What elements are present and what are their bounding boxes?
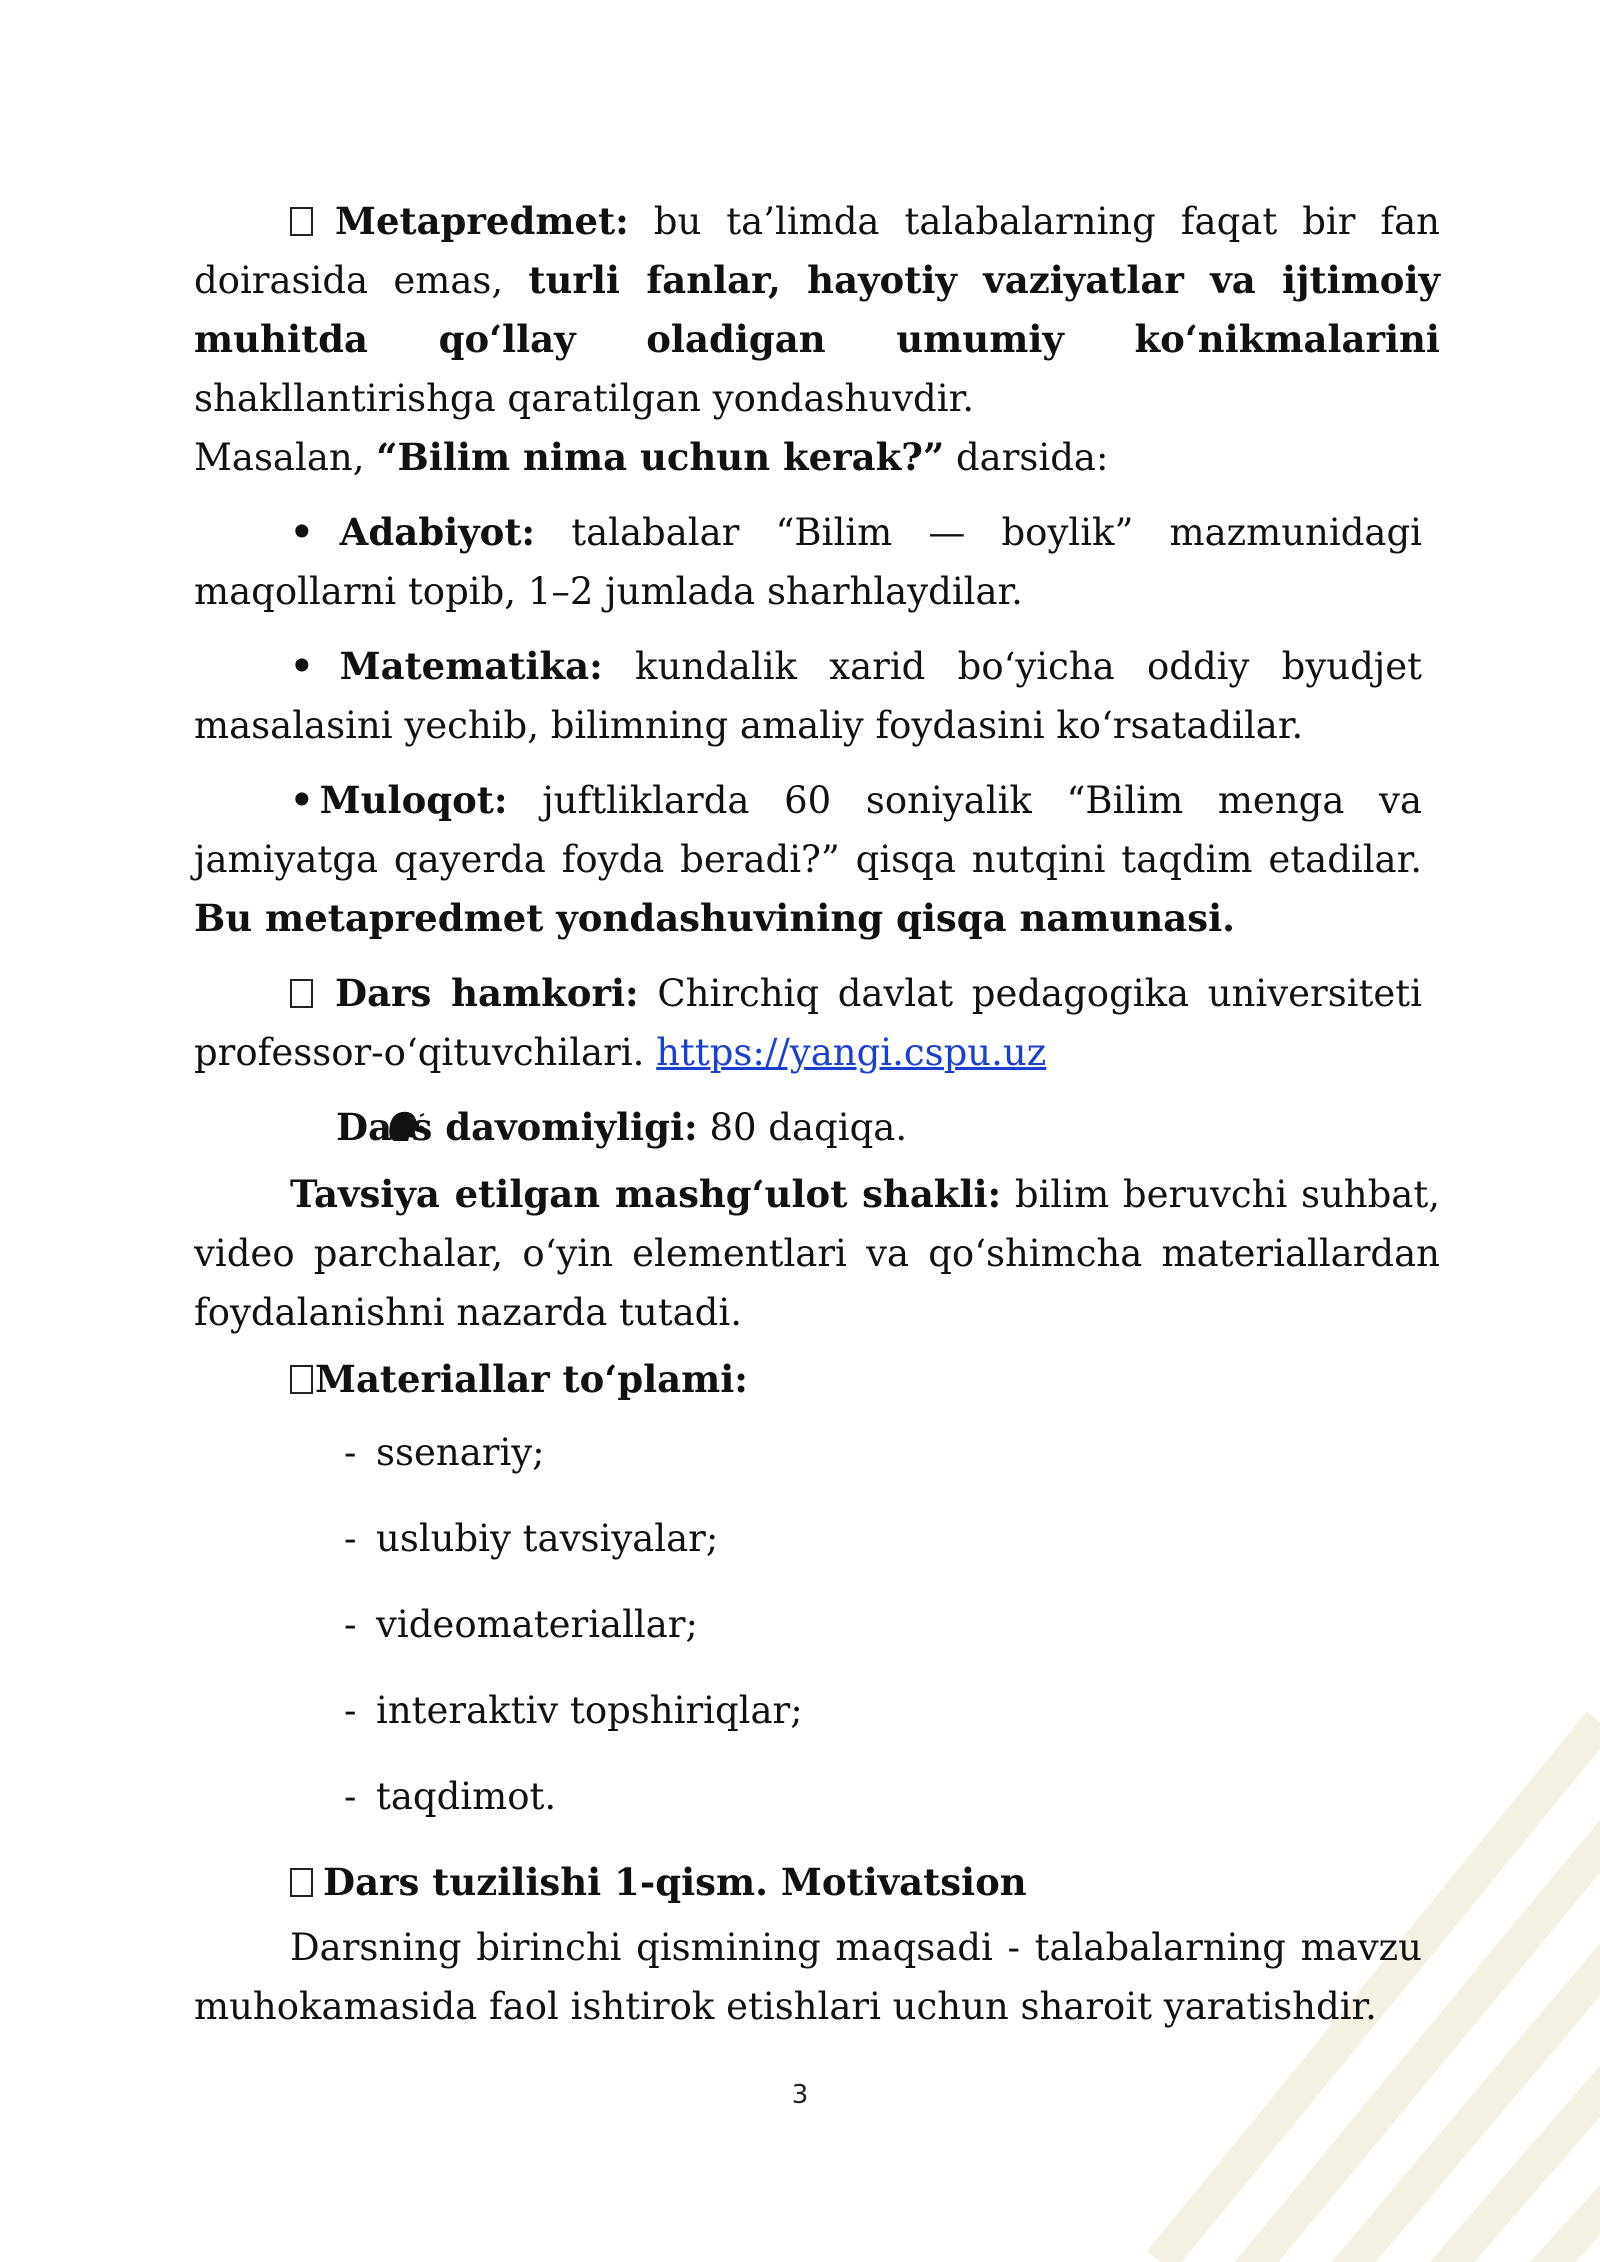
bullet-marker: • xyxy=(290,510,314,554)
davomiylik-text: 80 daqiqa. xyxy=(697,1106,908,1149)
davomiylik-line xyxy=(194,1098,1440,1157)
metapredmet-text: bu ta’limda talabalarning faqat bir fan doirasida emas, xyxy=(194,200,1440,302)
lesson-title: “Bilim nima uchun kerak?” xyxy=(376,435,945,479)
masalan-line xyxy=(194,428,1440,487)
maqsad-text: Darsning birinchi qismining maqsadi - talabalarning mavzu muhokamasida faol ishtirok etishlari uchun sharoit yaratishdir. xyxy=(194,1926,1422,2028)
list-item-text: videomateriallar; xyxy=(376,1603,698,1646)
bullet-text: juftliklarda 60 soniyalik “Bilim menga va jamiyatga qayerda foyda beradi?” qisqa nutqini taqdim etadilar. xyxy=(194,779,1422,881)
list-dash: - xyxy=(344,1775,357,1818)
metapredmet-paragraph xyxy=(194,192,1440,428)
bullet-muloqot xyxy=(194,771,1440,948)
materiallar-heading xyxy=(194,1350,1440,1409)
list-item-text: ssenariy; xyxy=(376,1431,545,1474)
tavsiya-text: bilim beruvchi suhbat, video parchalar, o‘yin elementlari va qo‘shimcha materiallardan foydalanishni nazarda tutadi. xyxy=(194,1173,1440,1334)
missing-glyph-icon xyxy=(290,1365,313,1394)
list-dash: - xyxy=(344,1517,357,1560)
page-content xyxy=(194,192,1440,2036)
masalan-text: Masalan, xyxy=(194,436,377,479)
missing-glyph-icon xyxy=(290,979,313,1008)
list-item xyxy=(344,1423,1440,1509)
tavsiya-paragraph xyxy=(194,1165,1440,1342)
list-dash: - xyxy=(344,1603,357,1646)
bullet-label: Matematika: xyxy=(339,644,603,688)
missing-glyph-icon xyxy=(290,207,313,236)
tuzilish-label: Dars tuzilishi 1-qism. Motivatsion xyxy=(323,1860,1027,1904)
metapredmet-bold-text: turli fanlar, hayotiy vaziyatlar va ijtimoiy muhitda qo‘llay oladigan umumiy ko‘nikmalarini xyxy=(194,258,1441,361)
materials-list xyxy=(344,1423,1440,1853)
list-item-text: uslubiy tavsiyalar; xyxy=(376,1517,719,1560)
bullet-matematika xyxy=(194,637,1440,755)
metapredmet-label: Metapredmet: xyxy=(335,199,629,243)
bullet-marker: • xyxy=(290,778,314,822)
list-item xyxy=(344,1509,1440,1595)
list-dash: - xyxy=(344,1689,357,1732)
masalan-text-end: darsida: xyxy=(944,436,1109,479)
list-item-text: taqdimot. xyxy=(376,1775,557,1818)
metapredmet-text-end: shakllantirishga qaratilgan yondashuvdir. xyxy=(194,377,974,420)
bullet-bold-tail: Bu metapredmet yondashuvining qisqa namunasi. xyxy=(194,896,1236,940)
hamkor-text: Chirchiq davlat pedagogika universiteti professor-o‘qituvchilari. xyxy=(194,972,1422,1074)
hamkor-paragraph xyxy=(194,964,1440,1082)
davomiylik-label: Dars davomiyligi: xyxy=(336,1105,698,1149)
tuzilish-heading xyxy=(194,1853,1440,1912)
university-link[interactable]: https://yangi.cspu.uz xyxy=(656,1031,1047,1074)
maqsad-paragraph xyxy=(194,1918,1440,2036)
page-number: 3 xyxy=(791,2080,809,2110)
bullet-text: talabalar “Bilim — boylik” mazmunidagi maqollarni topib, 1–2 jumlada sharhlaydilar. xyxy=(194,511,1422,613)
tavsiya-label: Tavsiya etilgan mashg‘ulot shakli: xyxy=(290,1172,1002,1216)
bullet-text: kundalik xarid bo‘yicha oddiy byudjet masalasini yechib, bilimning amaliy foydasini ko‘rsatadilar. xyxy=(194,645,1422,747)
list-item xyxy=(344,1681,1440,1767)
list-item xyxy=(344,1767,1440,1853)
list-item-text: interaktiv topshiriqlar; xyxy=(376,1689,803,1732)
list-dash: - xyxy=(344,1431,357,1474)
list-item xyxy=(344,1595,1440,1681)
hamkor-label: Dars hamkori: xyxy=(335,971,639,1015)
bullet-marker: • xyxy=(290,644,314,688)
speaking-head-icon xyxy=(290,1098,336,1157)
bullet-label: Adabiyot: xyxy=(339,510,536,554)
bullet-label: Muloqot: xyxy=(319,778,508,822)
missing-glyph-icon xyxy=(290,1868,313,1897)
materiallar-label: Materiallar to‘plami: xyxy=(315,1357,748,1401)
bullet-adabiyot xyxy=(194,503,1440,621)
